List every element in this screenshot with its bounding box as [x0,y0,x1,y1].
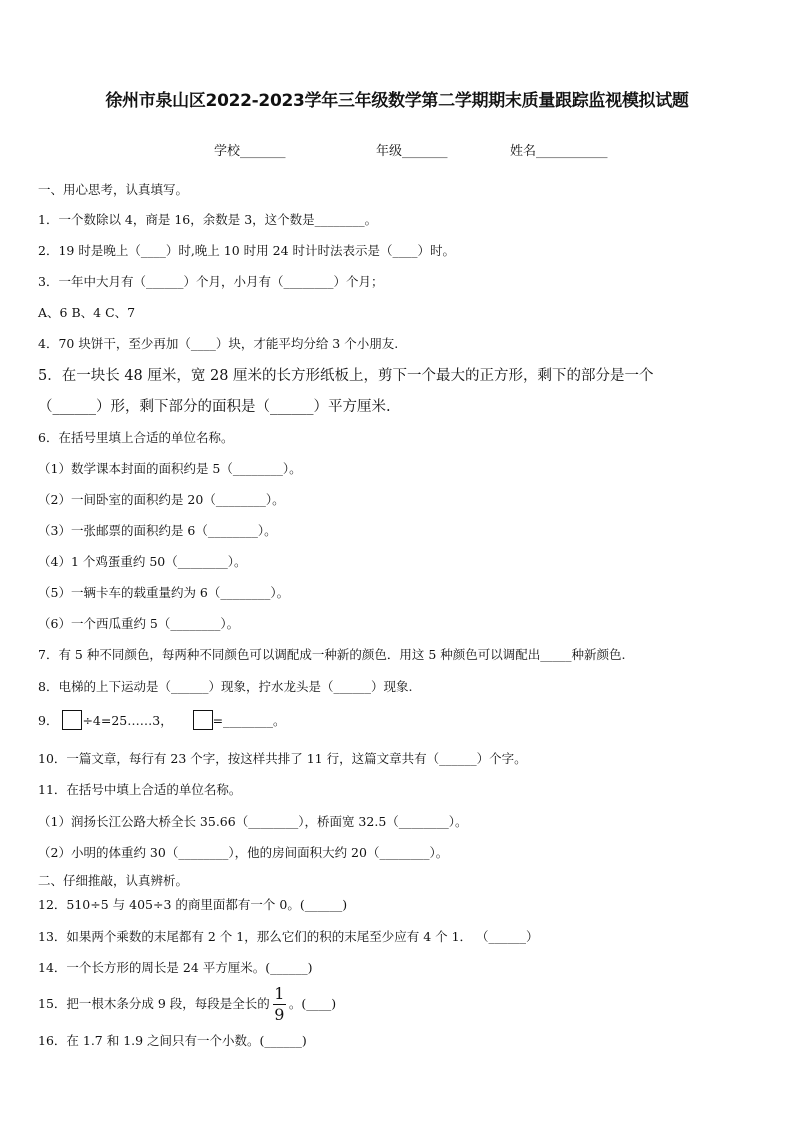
question-11-1: （1）润扬长江公路大桥全长 35.66（________），桥面宽 32.5（________）。 [38,814,468,829]
question-6-6: （6）一个西瓜重约 5（________）。 [38,616,240,631]
question-16: 16．在 1.7 和 1.9 之间只有一个小数。(______) [38,1033,307,1048]
question-3-options: A、6 B、4 C、7 [38,305,136,320]
question-2: 2．19 时是晚上（____）时,晚上 10 时用 24 时计时法表示是（____）时。 [38,243,456,258]
question-13: 13．如果两个乘数的末尾都有 2 个 1，那么它们的积的末尾至少应有 4 个 1． （______） [38,929,539,944]
question-10: 10．一篇文章，每行有 23 个字，按这样共排了 11 行，这篇文章共有（______）个字。 [38,751,527,766]
question-9-number: 9． [38,713,59,728]
question-8: 8．电梯的上下运动是（______）现象，拧水龙头是（______）现象. [38,679,413,694]
question-6-2: （2）一间卧室的面积约是 20（________）。 [38,492,285,507]
question-6-4: （4）1 个鸡蛋重约 50（________）。 [38,554,247,569]
question-11: 11．在括号中填上合适的单位名称。 [38,782,242,797]
answer-box[interactable] [193,710,213,730]
question-6-5: （5）一辆卡车的载重量约为 6（________）。 [38,585,290,600]
question-12: 12．510÷5 与 405÷3 的商里面都有一个 0。(______) [38,897,348,912]
question-14: 14．一个长方形的周长是 24 平方厘米。(______) [38,960,313,975]
school-field: 学校_______ [214,144,286,159]
question-5-line-2: （______）形，剩下部分的面积是（______）平方厘米. [38,399,391,415]
question-11-2: （2）小明的体重约 30（________），他的房间面积大约 20（________）。 [38,845,449,860]
fraction-numerator: 1 [274,984,285,1003]
name-field: 姓名___________ [510,144,608,159]
question-15-answer: 。(____) [288,996,337,1011]
question-4: 4．70 块饼干，至少再加（____）块，才能平均分给 3 个小朋友. [38,336,399,351]
question-5-line-1: 5．在一块长 48 厘米，宽 28 厘米的长方形纸板上，剪下一个最大的正方形，剩下的部分是一个 [38,368,654,384]
section-1-heading: 一、用心思考，认真填写。 [38,182,189,197]
grade-field: 年级_______ [376,144,448,159]
question-9 [38,710,286,730]
answer-box[interactable] [62,710,82,730]
question-6-3: （3）一张邮票的面积约是 6（________）。 [38,523,277,538]
fraction [273,986,286,1023]
question-15-text: 15．把一根木条分成 9 段，每段是全长的 [38,996,270,1011]
question-15 [38,986,336,1023]
fraction-denominator: 9 [274,1005,285,1024]
question-1: 1．一个数除以 4，商是 16，余数是 3，这个数是________。 [38,212,378,227]
question-6-1: （1）数学课本封面的面积约是 5（________）。 [38,461,302,476]
section-2-heading: 二、仔细推敲，认真辨析。 [38,873,189,888]
question-6: 6．在括号里填上合适的单位名称。 [38,430,234,445]
question-9-part-1: ÷4=25……3， [82,713,173,728]
question-7: 7．有 5 种不同颜色，每两种不同颜色可以调配成一种新的颜色．用这 5 种颜色可以调配出_____种新颜色. [38,647,626,662]
question-3: 3．一年中大月有（______）个月，小月有（________）个月； [38,274,384,289]
question-9-part-2: =________。 [212,713,286,728]
page-title: 徐州市泉山区2022-2023学年三年级数学第二学期期末质量跟踪监视模拟试题 [105,91,689,111]
